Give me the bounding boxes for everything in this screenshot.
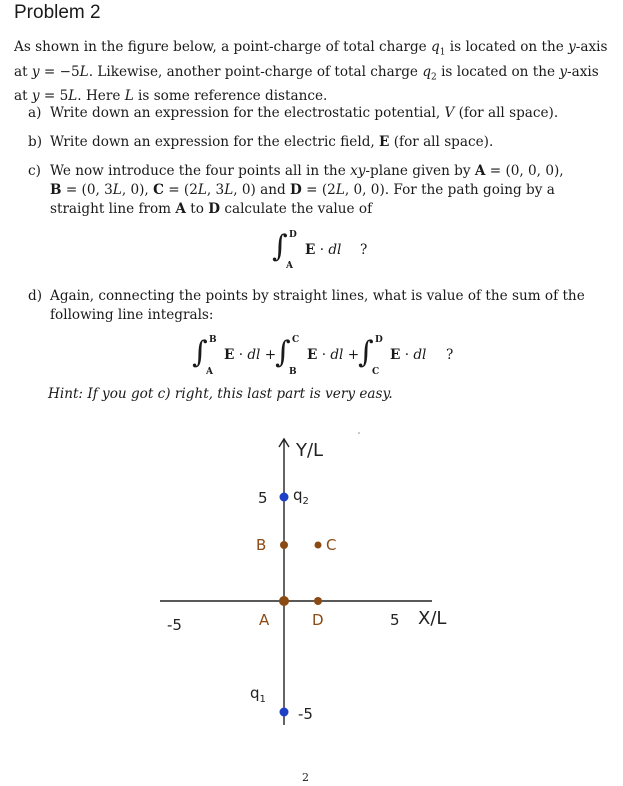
- question-mark-d: ?: [446, 347, 454, 363]
- integrand-1: E · dl +: [224, 347, 277, 363]
- x-axis-label: X/L: [418, 608, 447, 629]
- integrand: E · dl: [305, 242, 342, 258]
- hint-text: Hint: If you got c) right, this last part is very easy.: [48, 386, 393, 402]
- point-b-dot: [280, 541, 288, 549]
- integral-2-lower: B: [289, 367, 297, 377]
- intro-line-1: As shown in the figure below, a point-charge of total charge $q_1$ is located on the y-axis: [14, 39, 608, 58]
- intro-line-2: at y = −5L. Likewise, another point-charge of total charge $q_2$ is located on the y-axis: [14, 63, 599, 83]
- integral-sign-2: ∫: [275, 335, 291, 370]
- part-a-text: Write down an expression for the electrostatic potential, V (for all space).: [50, 105, 559, 121]
- part-d-label: d): [28, 288, 43, 304]
- intro-line-3: at y = 5L. Here L is some reference distance.: [14, 88, 328, 105]
- integral-upper-limit: D: [289, 230, 297, 240]
- point-c-dot: [315, 542, 322, 549]
- point-a-label: A: [259, 611, 270, 629]
- part-b-text: Write down an expression for the electric field, E (for all space).: [50, 134, 494, 150]
- charge-q2-dot: [280, 493, 289, 502]
- x-tick-neg5: -5: [167, 616, 182, 634]
- y-tick-5: 5: [258, 489, 268, 507]
- q2-label: $q_2$: [293, 486, 309, 507]
- point-b-label: B: [256, 536, 267, 554]
- q1-label: $q_1$: [250, 684, 266, 705]
- x-tick-5: 5: [390, 611, 400, 629]
- point-c-label: C: [326, 536, 337, 554]
- part-c-text: We now introduce the four points all in the xy-plane given by A = (0, 0, 0), B = (0, 3L, 0), C = (2L, 3L, 0) and D = (2L, 0, 0). For the path going by a straight line from A to D calculate the value of: [50, 163, 564, 217]
- part-a-label: a): [28, 105, 42, 121]
- integrand-3: E · dl: [390, 347, 427, 363]
- page-number: 2: [302, 771, 309, 784]
- integral-2-upper: C: [292, 335, 300, 345]
- integral-1-lower: A: [206, 367, 213, 377]
- integral-sign-1: ∫: [192, 335, 208, 370]
- part-d-text: Again, connecting the points by straight lines, what is value of the sum of the following line integrals:: [50, 288, 585, 323]
- point-d-dot: [314, 597, 322, 605]
- charge-q1-dot: [280, 708, 289, 717]
- question-mark: ?: [360, 242, 368, 258]
- stray-mark: [358, 432, 360, 434]
- integral-sign-3: ∫: [358, 335, 374, 370]
- integral-sign: ∫: [272, 229, 288, 264]
- y-tick-neg5: -5: [298, 705, 313, 723]
- point-a-dot: [279, 596, 289, 606]
- point-d-label: D: [312, 611, 324, 629]
- integral-lower-limit: A: [286, 261, 293, 271]
- integral-3-upper: D: [375, 335, 383, 345]
- integral-1-upper: B: [209, 335, 217, 345]
- problem-title: Problem 2: [14, 2, 101, 23]
- y-axis-label: Y/L: [296, 440, 324, 461]
- integrand-2: E · dl +: [307, 347, 360, 363]
- part-b-label: b): [28, 134, 43, 150]
- integral-3-lower: C: [372, 367, 380, 377]
- part-c-label: c): [28, 163, 41, 179]
